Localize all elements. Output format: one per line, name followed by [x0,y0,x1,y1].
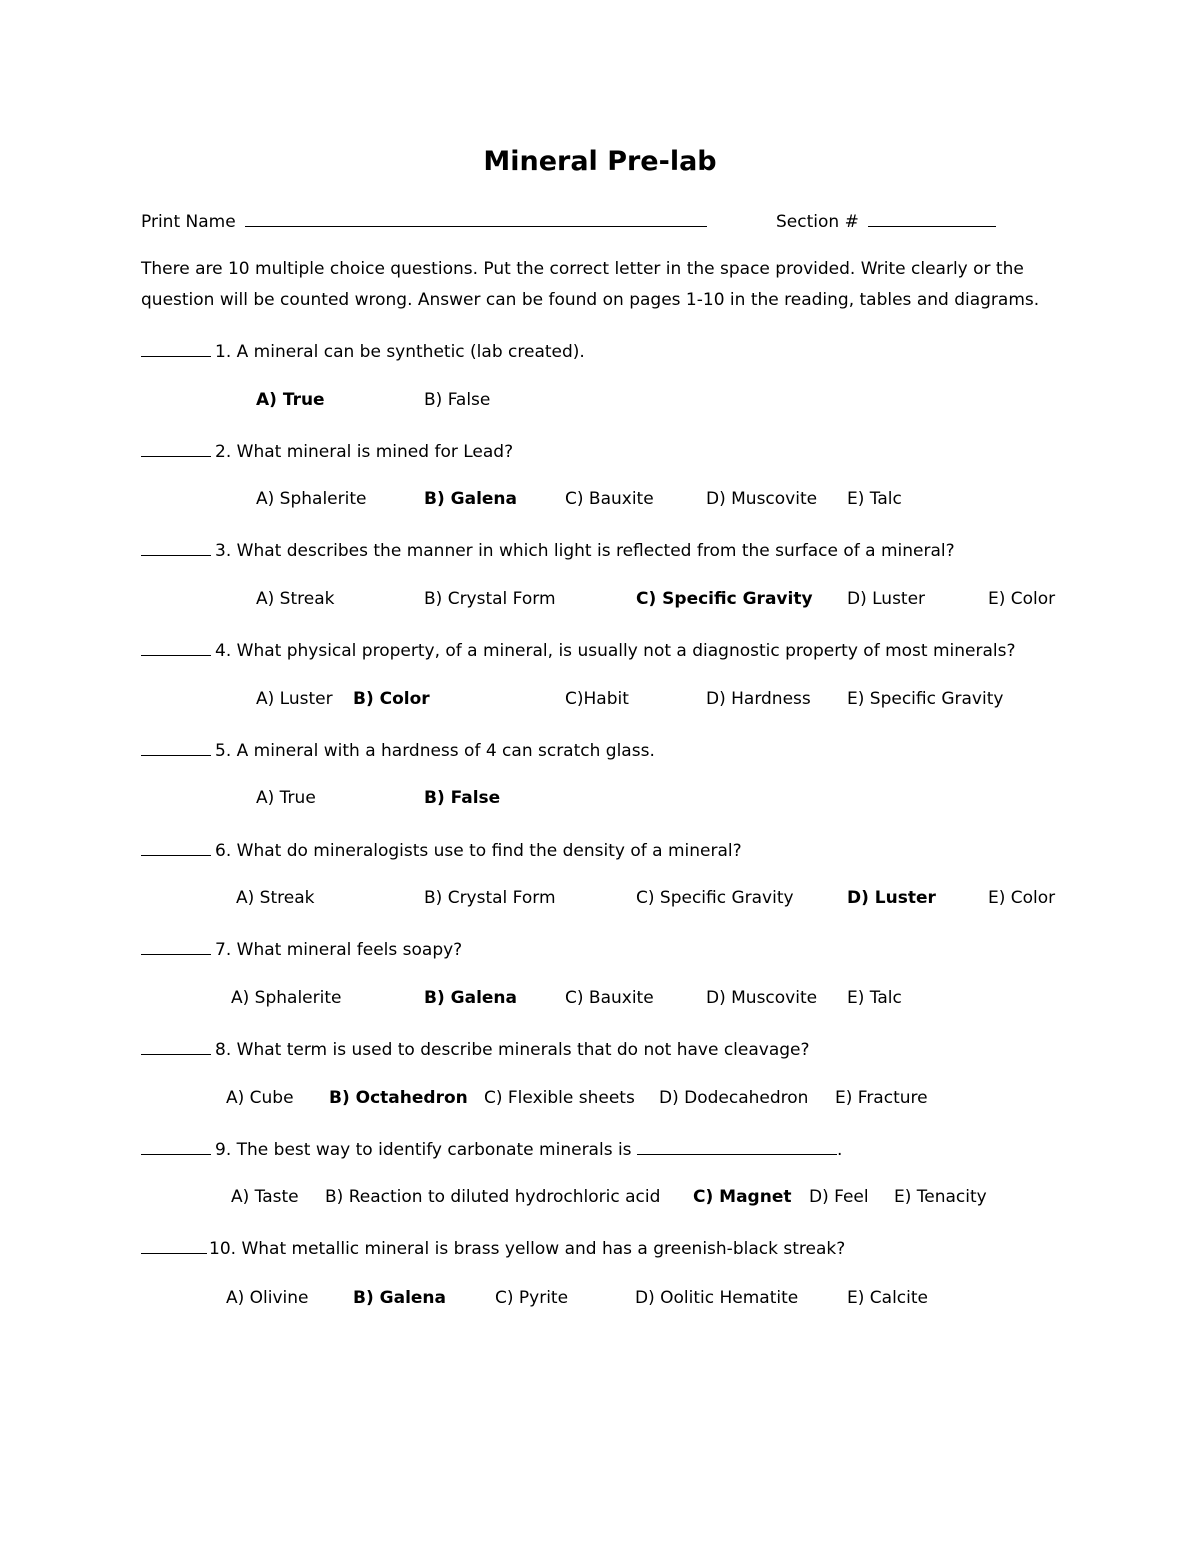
option-7b: B) Galena [424,988,518,1008]
option-7d: D) Muscovite [706,988,818,1008]
question-number: 7. [215,940,232,960]
answer-blank-6[interactable] [141,838,211,856]
question-number: 8. [215,1040,232,1060]
option-3a: A) Streak [256,589,335,609]
option-2c: C) Bauxite [565,489,654,509]
question-text: What mineral is mined for Lead? [236,442,514,462]
instructions-line-1: There are 10 multiple choice questions. Put the correct letter in the space provided. Write clearly or the [141,259,1024,279]
question-1 [141,339,585,363]
option-2d: D) Muscovite [706,489,818,509]
option-10d: D) Oolitic Hematite [635,1288,799,1308]
answer-blank-3[interactable] [141,538,211,556]
question-text: What describes the manner in which light is reflected from the surface of a mineral? [236,541,955,561]
question-text: What do mineralogists use to find the density of a mineral? [236,841,742,861]
option-1b: B) False [424,390,491,410]
option-4d: D) Hardness [706,689,811,709]
question-number: 2. [215,442,232,462]
answer-blank-10[interactable] [141,1236,207,1254]
answer-blank-1[interactable] [141,339,211,357]
page-title: Mineral Pre-lab [483,146,717,177]
question-number: 5. [215,741,232,761]
question-9: 9. The best way to identify carbonate minerals is . [141,1137,842,1161]
option-9a: A) Taste [231,1187,299,1207]
print-name-label: Print Name [141,212,236,232]
option-3b: B) Crystal Form [424,589,556,609]
question-10 [141,1236,845,1260]
question-4 [141,638,1016,662]
print-name-field[interactable] [245,209,707,227]
question-number: 3. [215,541,232,561]
option-7e: E) Talc [847,988,902,1008]
option-10c: C) Pyrite [495,1288,569,1308]
option-2b: B) Galena [424,489,518,509]
question-number: 6. [215,841,232,861]
option-3c: C) Specific Gravity [636,589,813,609]
option-8e: E) Fracture [835,1088,928,1108]
section-label: Section # [776,212,859,232]
option-4a: A) Luster [256,689,333,709]
option-8d: D) Dodecahedron [659,1088,809,1108]
question-8 [141,1037,810,1061]
option-6e: E) Color [988,888,1056,908]
option-10b: B) Galena [353,1288,447,1308]
question-text: What term is used to describe minerals that do not have cleavage? [236,1040,810,1060]
instructions-line-2: question will be counted wrong. Answer can be found on pages 1-10 in the reading, tables and diagrams. [141,290,1040,310]
option-8b: B) Octahedron [329,1088,468,1108]
option-10e: E) Calcite [847,1288,928,1308]
answer-blank-2[interactable] [141,439,211,457]
question-text: What metallic mineral is brass yellow and has a greenish-black streak? [241,1239,846,1259]
question-number: 1. [215,342,232,362]
option-8c: C) Flexible sheets [484,1088,635,1108]
option-8a: A) Cube [226,1088,294,1108]
question-number: 4. [215,641,232,661]
question-text: A mineral with a hardness of 4 can scratch glass. [236,741,655,761]
option-9b: B) Reaction to diluted hydrochloric acid [325,1187,661,1207]
option-1a: A) True [256,390,325,410]
question-number: 9. [215,1140,232,1160]
option-6d: D) Luster [847,888,936,908]
question-text: What mineral feels soapy? [236,940,463,960]
question-7 [141,937,462,961]
question-text: The best way to identify carbonate minerals is [236,1140,632,1160]
option-6c: C) Specific Gravity [636,888,794,908]
section-number-field[interactable] [868,209,996,227]
option-2e: E) Talc [847,489,902,509]
option-4b: B) Color [353,689,430,709]
option-5a: A) True [256,788,316,808]
option-5b: B) False [424,788,501,808]
option-4e: E) Specific Gravity [847,689,1004,709]
question-6 [141,838,742,862]
option-6a: A) Streak [236,888,315,908]
option-7a: A) Sphalerite [231,988,342,1008]
answer-blank-4[interactable] [141,638,211,656]
option-9c: C) Magnet [693,1187,792,1207]
option-9d: D) Feel [809,1187,869,1207]
answer-blank-8[interactable] [141,1037,211,1055]
option-6b: B) Crystal Form [424,888,556,908]
answer-blank-7[interactable] [141,937,211,955]
option-3e: E) Color [988,589,1056,609]
question-number: 10. [209,1239,237,1259]
answer-blank-9[interactable] [141,1137,211,1155]
option-10a: A) Olivine [226,1288,309,1308]
option-7c: C) Bauxite [565,988,654,1008]
question-2 [141,439,513,463]
option-3d: D) Luster [847,589,926,609]
answer-blank-5[interactable] [141,738,211,756]
question-5 [141,738,655,762]
question-text: A mineral can be synthetic (lab created). [236,342,585,362]
section-row [776,209,996,233]
fill-in-blank-9[interactable] [637,1137,837,1155]
option-2a: A) Sphalerite [256,489,367,509]
question-3 [141,538,955,562]
option-9e: E) Tenacity [894,1187,987,1207]
option-4c: C)Habit [565,689,629,709]
print-name-row [141,209,707,233]
question-text: What physical property, of a mineral, is usually not a diagnostic property of most minerals? [236,641,1016,661]
